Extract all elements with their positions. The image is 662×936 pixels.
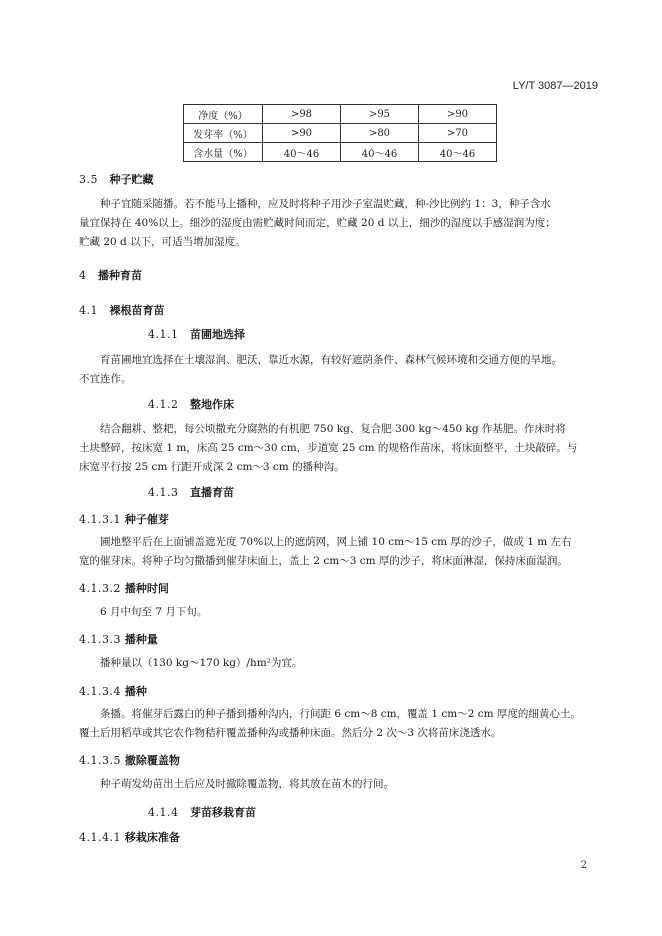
seed-quality-table [183, 104, 497, 162]
table-cell: 40～46 [263, 143, 341, 162]
text-line: 量宜保持在 40%以上。细沙的湿度由需贮藏时间而定，贮藏 20 d 以上，细沙的湿度以手感湿润为度； [79, 217, 556, 229]
section-number: 4.1.3.5 [79, 754, 121, 767]
section-number: 4.1.3.1 [79, 513, 121, 526]
section-title: 移栽床准备 [124, 831, 180, 844]
text-line: 结合翻耕、整耙，每公顷撒充分腐熟的有机肥 750 kg、复合肥 300 kg～450 kg 作基肥。作床时将 [100, 423, 566, 435]
section-title: 播种时间 [124, 582, 169, 595]
section-heading-4-1-4-1 [79, 829, 180, 845]
section-heading-4-1-3-3 [79, 631, 158, 647]
section-number: 4.1.3.3 [79, 633, 121, 646]
section-title: 裸根苗育苗 [109, 304, 165, 317]
section-number: 4.1.3 [148, 486, 179, 499]
paragraph-germination [79, 533, 599, 571]
text-line: 圃地整平后在上面铺盖遮光度 70%以上的遮荫网，网上铺 10 cm～15 cm 厚的沙子，做成 1 m 左右 [100, 536, 572, 548]
section-number: 4.1.2 [148, 398, 179, 411]
standard-code: LY/T 3087—2019 [512, 80, 598, 92]
section-heading-4-1-3 [148, 484, 234, 500]
paragraph-remove-cover: 种子萌发幼苗出土后应及时撤除覆盖物，将其放在苗木的行间。 [100, 778, 394, 790]
text-line: 土块整碎，按床宽 1 m，床高 25 cm～30 cm，步道宽 25 cm 的规格作苗床，将床面整平，土块敲碎。与 [79, 442, 578, 454]
paragraph-nursery-site [79, 351, 599, 389]
section-title: 种子贮藏 [109, 173, 154, 186]
text-line: 贮藏 20 d 以下，可适当增加湿度。 [79, 236, 246, 248]
text-line: 覆土后用稻草或其它农作物秸秆覆盖播种沟或播种床面。然后分 2 次～3 次将苗床浇透水。 [79, 727, 502, 739]
table-cell: 净度（%） [184, 105, 263, 124]
section-title: 播种 [124, 685, 147, 698]
table-cell: 发芽率（%） [184, 124, 263, 143]
paragraph-sowing-rate: 播种量以（130 kg～170 kg）/hm²为宜。 [100, 657, 303, 669]
table-cell: 40～46 [341, 143, 419, 162]
table-cell: >80 [341, 124, 419, 143]
text-line: 床宽平行按 25 cm 行距开成深 2 cm～3 cm 的播种沟。 [79, 461, 345, 473]
text-line: 不宜连作。 [79, 373, 132, 385]
section-title: 撤除覆盖物 [124, 754, 180, 767]
page-number: 2 [580, 860, 587, 871]
section-heading-4-1-3-5 [79, 752, 180, 768]
paragraph-sowing [79, 705, 599, 743]
section-title: 苗圃地选择 [190, 328, 245, 341]
table-cell: 40～46 [419, 143, 497, 162]
section-number: 4 [79, 269, 87, 282]
section-number: 4.1.1 [148, 328, 179, 341]
section-title: 播种量 [124, 633, 158, 646]
section-heading-4 [79, 267, 142, 283]
section-number: 4.1.3.4 [79, 685, 121, 698]
section-heading-4-1-3-2 [79, 580, 169, 596]
paragraph-bed-prep [79, 420, 599, 477]
section-number: 4.1.3.2 [79, 582, 121, 595]
table-row [184, 105, 497, 124]
table-row [184, 124, 497, 143]
section-heading-4-1-2 [148, 396, 234, 412]
section-heading-4-1 [79, 302, 165, 318]
section-title: 种子催芽 [124, 513, 169, 526]
table-cell: >95 [341, 105, 419, 124]
text-line: 条播。将催芽后露白的种子播到播种沟内，行间距 6 cm～8 cm，覆盖 1 cm～2 cm 厚度的细黄心土。 [100, 708, 581, 720]
text-line: 育苗圃地宜选择在土壤湿润、肥沃，靠近水源，有较好遮荫条件、森林气候环境和交通方便的旱地。 [100, 354, 562, 366]
text-line: 种子宜随采随播。若不能马上播种，应及时将种子用沙子室温贮藏，种-沙比例约 1：3，种子含水 [100, 198, 551, 210]
table-cell: 含水量（%） [184, 143, 263, 162]
section-heading-4-1-1 [148, 326, 245, 342]
section-title: 整地作床 [190, 398, 234, 411]
table-cell: >98 [263, 105, 341, 124]
table-row [184, 143, 497, 162]
section-heading-3-5 [79, 171, 154, 187]
table-cell: >90 [263, 124, 341, 143]
section-heading-4-1-3-4 [79, 683, 147, 699]
section-number: 4.1.4 [148, 806, 179, 819]
section-heading-4-1-4 [148, 804, 256, 820]
text-line: 宽的催芽床。将种子均匀撒播到催芽床面上，盖上 2 cm～3 cm 厚的沙子，将床面淋湿，保持床面湿润。 [79, 555, 568, 567]
paragraph-seed-storage [79, 195, 599, 252]
section-number: 3.5 [79, 173, 98, 186]
section-number: 4.1.4.1 [79, 831, 121, 844]
table-cell: >70 [419, 124, 497, 143]
table-cell: >90 [419, 105, 497, 124]
paragraph-sowing-time: 6 月中旬至 7 月下旬。 [100, 606, 208, 618]
section-title: 直播育苗 [190, 486, 234, 499]
section-heading-4-1-3-1 [79, 511, 169, 527]
section-title: 芽苗移栽育苗 [190, 806, 256, 819]
section-title: 播种育苗 [98, 269, 142, 282]
section-number: 4.1 [79, 304, 98, 317]
